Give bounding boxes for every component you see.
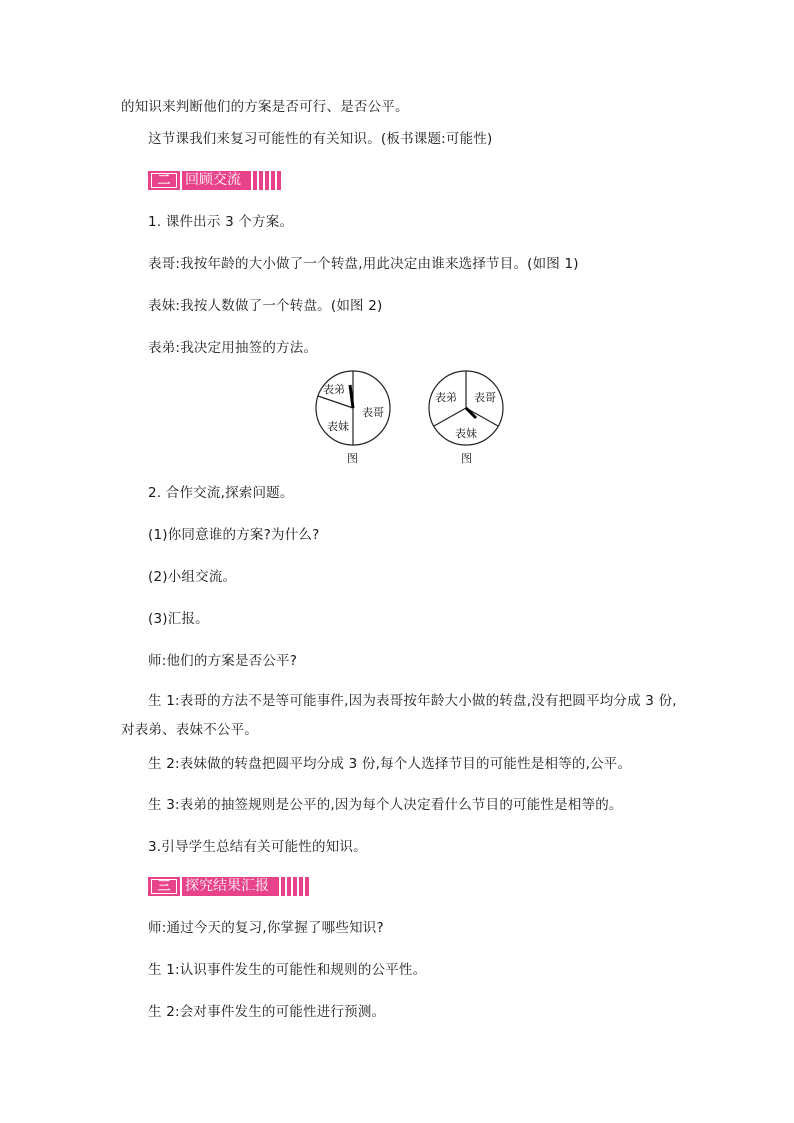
section-number: 二 — [151, 173, 177, 188]
paragraph-line: 的知识来判断他们的方案是否可行、是否公平。 — [121, 99, 409, 115]
section-header-results — [148, 877, 309, 896]
paragraph-line: (2)小组交流。 — [148, 569, 237, 585]
paragraph-line: 生 3:表弟的抽签规则是公平的,因为每个人决定看什么节目的可能性是相等的。 — [148, 797, 623, 813]
paragraph-line: 师:他们的方案是否公平? — [148, 653, 298, 669]
spinner-figure-2 — [426, 367, 512, 467]
paragraph-line: 生 1:表哥的方法不是等可能事件,因为表哥按年龄大小做的转盘,没有把圆平均分成 3 份, — [148, 693, 677, 709]
paragraph-line: 2. 合作交流,探索问题。 — [148, 485, 294, 501]
paragraph-line: 表哥:我按年龄的大小做了一个转盘,用此决定由谁来选择节目。(如图 1) — [148, 256, 579, 272]
paragraph-line: (3)汇报。 — [148, 611, 209, 627]
spinner-label: 表哥 — [474, 391, 496, 404]
paragraph-line: 表弟:我决定用抽签的方法。 — [148, 340, 318, 356]
section-header-review — [148, 171, 281, 190]
paragraph-line: 生 1:认识事件发生的可能性和规则的公平性。 — [148, 962, 427, 978]
spinner-label: 表妹 — [455, 427, 477, 440]
figure-caption: 图 — [461, 452, 472, 465]
paragraph-line: 这节课我们来复习可能性的有关知识。(板书课题:可能性) — [148, 131, 493, 147]
figure-caption: 图 — [347, 452, 358, 465]
paragraph-line: 1. 课件出示 3 个方案。 — [148, 214, 294, 230]
section-title: 探究结果汇报 — [185, 878, 269, 894]
paragraph-line: 生 2:表妹做的转盘把圆平均分成 3 份,每个人选择节目的可能性是相等的,公平。 — [148, 756, 632, 772]
spinner-label: 表妹 — [327, 420, 349, 433]
spinner-label: 表弟 — [323, 383, 345, 396]
paragraph-line: 表妹:我按人数做了一个转盘。(如图 2) — [148, 298, 383, 314]
paragraph-line: 3.引导学生总结有关可能性的知识。 — [148, 839, 367, 855]
paragraph-line: 师:通过今天的复习,你掌握了哪些知识? — [148, 920, 384, 936]
section-title: 回顾交流 — [185, 172, 241, 188]
decorative-stripes — [279, 877, 309, 896]
paragraph-line: 生 2:会对事件发生的可能性进行预测。 — [148, 1004, 386, 1020]
spinner-label: 表弟 — [435, 391, 457, 404]
paragraph-line: 对表弟、表妹不公平。 — [121, 722, 258, 738]
spinner-label: 表哥 — [362, 406, 384, 419]
decorative-stripes — [251, 171, 281, 190]
divider — [180, 171, 182, 190]
spinner-figure-1 — [312, 367, 398, 467]
paragraph-line: (1)你同意谁的方案?为什么? — [148, 527, 320, 543]
divider — [180, 877, 182, 896]
section-number: 三 — [151, 879, 177, 894]
